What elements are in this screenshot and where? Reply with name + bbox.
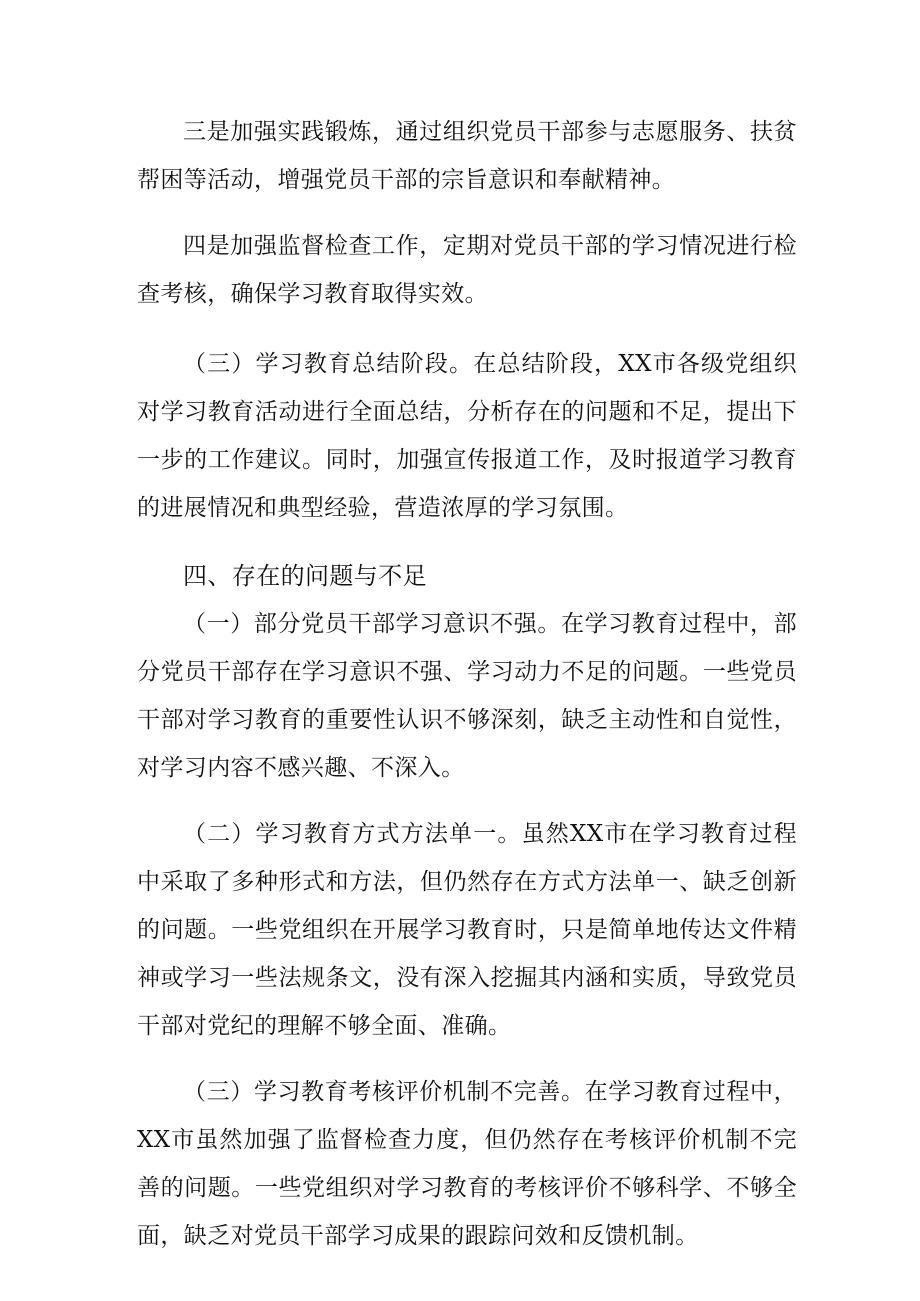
paragraph-supervision: 四是加强监督检查工作，定期对党员干部的学习情况进行检查考核，确保学习教育取得实效。 xyxy=(137,233,797,307)
paragraph-practice-training: 三是加强实践锻炼，通过组织党员干部参与志愿服务、扶贫帮困等活动，增强党员干部的宗旨意识和奉献精神。 xyxy=(137,119,797,193)
paragraph-problem-awareness: （一）部分党员干部学习意识不强。在学习教育过程中，部分党员干部存在学习意识不强、学习动力不足的问题。一些党员干部对学习教育的重要性认识不够深刻，缺乏主动性和自觉性，对学习内容不感兴趣、不深入。 xyxy=(137,611,797,781)
paragraph-problem-methods: （二）学习教育方式方法单一。虽然XX市在学习教育过程中采取了多种形式和方法，但仍然存在方式方法单一、缺乏创新的问题。一些党组织在开展学习教育时，只是简单地传达文件精神或学习一些法规条文，没有深入挖掘其内涵和实质，导致党员干部对党纪的理解不够全面、准确。 xyxy=(137,821,797,1039)
paragraph-summary-stage: （三）学习教育总结阶段。在总结阶段，XX市各级党组织对学习教育活动进行全面总结，分析存在的问题和不足，提出下一步的工作建议。同时，加强宣传报道工作，及时报道学习教育的进展情况和典型经验，营造浓厚的学习氛围。 xyxy=(137,351,797,521)
paragraph-problem-evaluation: （三）学习教育考核评价机制不完善。在学习教育过程中，XX市虽然加强了监督检查力度，但仍然存在考核评价机制不完善的问题。一些党组织对学习教育的考核评价不够科学、不够全面，缺乏对党员干部学习成果的跟踪问效和反馈机制。 xyxy=(137,1079,797,1249)
section-heading-problems: 四、存在的问题与不足 xyxy=(183,562,427,590)
document-body xyxy=(137,108,797,1260)
